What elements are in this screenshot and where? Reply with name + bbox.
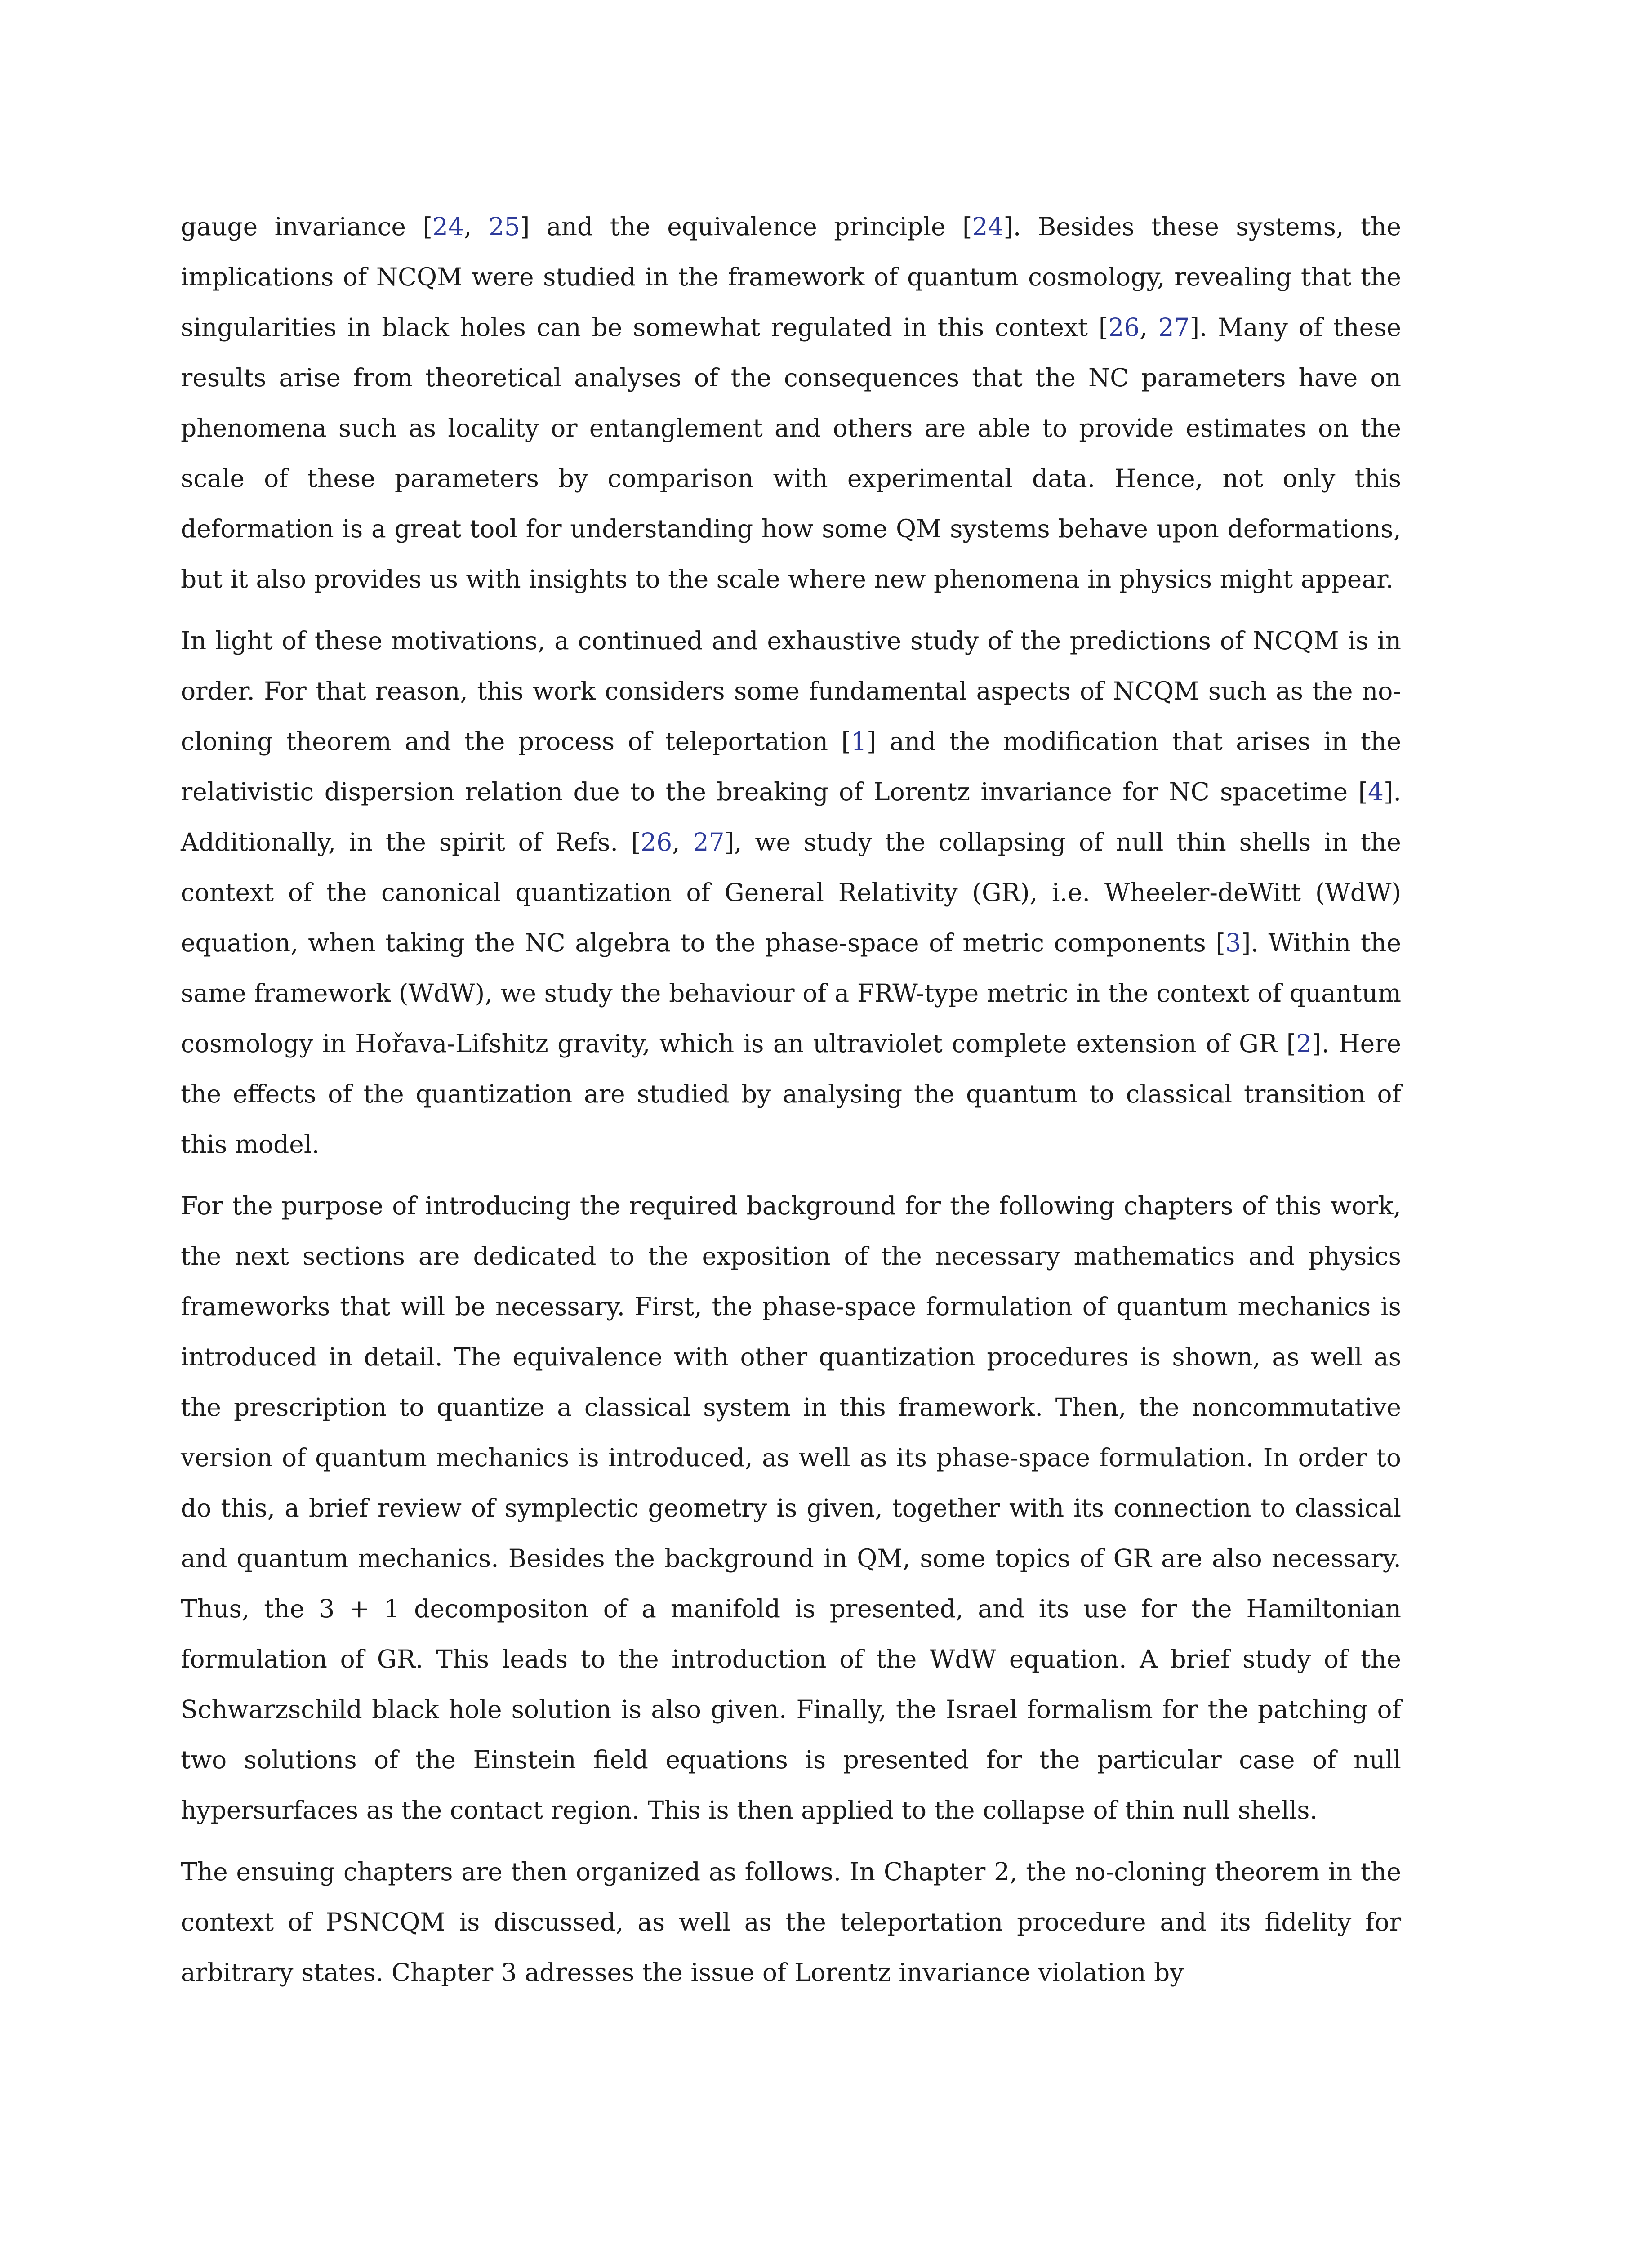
citation-link[interactable]: 24 (972, 212, 1004, 241)
paragraph-text: ] and the modification that arises in the relativistic dispersion relation due to the breaking of Lorentz invariance for NC spacetime [ (181, 727, 1401, 806)
paragraph-text: , (463, 212, 489, 241)
paragraph-text: , (1140, 313, 1158, 342)
citation-link[interactable]: 27 (693, 828, 725, 856)
body-text (181, 201, 1401, 2009)
citation-link[interactable]: 25 (488, 212, 520, 241)
paragraph-text: gauge invariance [ (181, 212, 432, 241)
paragraph (181, 1847, 1401, 1998)
citation-link[interactable]: 26 (641, 828, 672, 856)
paragraph-text: ], we study the collapsing of null thin shells in the context of the canonical quantization of General Relativity (GR), i.e. Wheeler-deWitt (WdW) equation, when taking the NC algebra to the phase-space of metric components [ (181, 828, 1401, 957)
paragraph (181, 201, 1401, 604)
citation-link[interactable]: 3 (1225, 928, 1241, 957)
citation-link[interactable]: 1 (851, 727, 867, 756)
paragraph-text: ]. Many of these results arise from theoretical analyses of the consequences that the NC parameters have on phenomena such as locality or entanglement and others are able to provide estimates on the scale of these parameters by comparison with experimental data. Hence, not only this deformation is a great tool for understanding how some QM systems behave upon deformations, but it also provides us with insights to the scale where new phenomena in physics might appear. (181, 313, 1401, 593)
citation-link[interactable]: 24 (432, 212, 464, 241)
paragraph-text: ]. Besides these systems, the implications of NCQM were studied in the framework of quantum cosmology, revealing that the singularities in black holes can be somewhat regulated in this context [ (181, 212, 1402, 342)
citation-link[interactable]: 4 (1368, 777, 1384, 806)
paragraph-text: For the purpose of introducing the required background for the following chapters of this work, the next sections are dedicated to the exposition of the necessary mathematics and physics frameworks that will be necessary. First, the phase-space formulation of quantum mechanics is introduced in detail. The equivalence with other quantization procedures is shown, as well as the prescription to quantize a classical system in this framework. Then, the noncommutative version of quantum mechanics is introduced, as well as its phase-space formulation. In order to do this, a brief review of symplectic geometry is given, together with its connection to classical and quantum mechanics. Besides the background in QM, some topics of GR are also necessary. Thus, the 3 + 1 decompositon of a manifold is presented, and its use for the Hamiltonian formulation of GR. This leads to the introduction of the WdW equation. A brief study of the Schwarzschild black hole solution is also given. Finally, the Israel formalism for the patching of two solutions of the Einstein field equations is presented for the particular case of null hypersurfaces as the contact region. This is then applied to the collapse of thin null shells. (181, 1191, 1401, 1824)
citation-link[interactable]: 2 (1296, 1029, 1312, 1058)
citation-link[interactable]: 26 (1108, 313, 1140, 342)
paragraph-text: In light of these motivations, a continued and exhaustive study of the predictions of NCQM is in order. For that reason, this work considers some fundamental aspects of NCQM such as the no-cloning theorem and the process of teleportation [ (181, 626, 1401, 756)
paragraph (181, 616, 1401, 1169)
paragraph-text: ] and the equivalence principle [ (520, 212, 972, 241)
paragraph-text: ]. Here the effects of the quantization are studied by analysing the quantum to classical transition of this model. (181, 1029, 1401, 1159)
paragraph (181, 1181, 1401, 1835)
paragraph-text: , (672, 828, 693, 856)
paragraph-text: ]. Additionally, in the spirit of Refs. [ (181, 777, 1401, 856)
paragraph-text: ]. Within the same framework (WdW), we study the behaviour of a FRW-type metric in the context of quantum cosmology in Hořava-Lifshitz gravity, which is an ultraviolet complete extension of GR [ (181, 928, 1401, 1058)
citation-link[interactable]: 27 (1158, 313, 1190, 342)
paragraph-text: The ensuing chapters are then organized as follows. In Chapter 2, the no-cloning theorem in the context of PSNCQM is discussed, as well as the teleportation procedure and its fidelity for arbitrary states. Chapter 3 adresses the issue of Lorentz invariance violation by (181, 1857, 1401, 1987)
